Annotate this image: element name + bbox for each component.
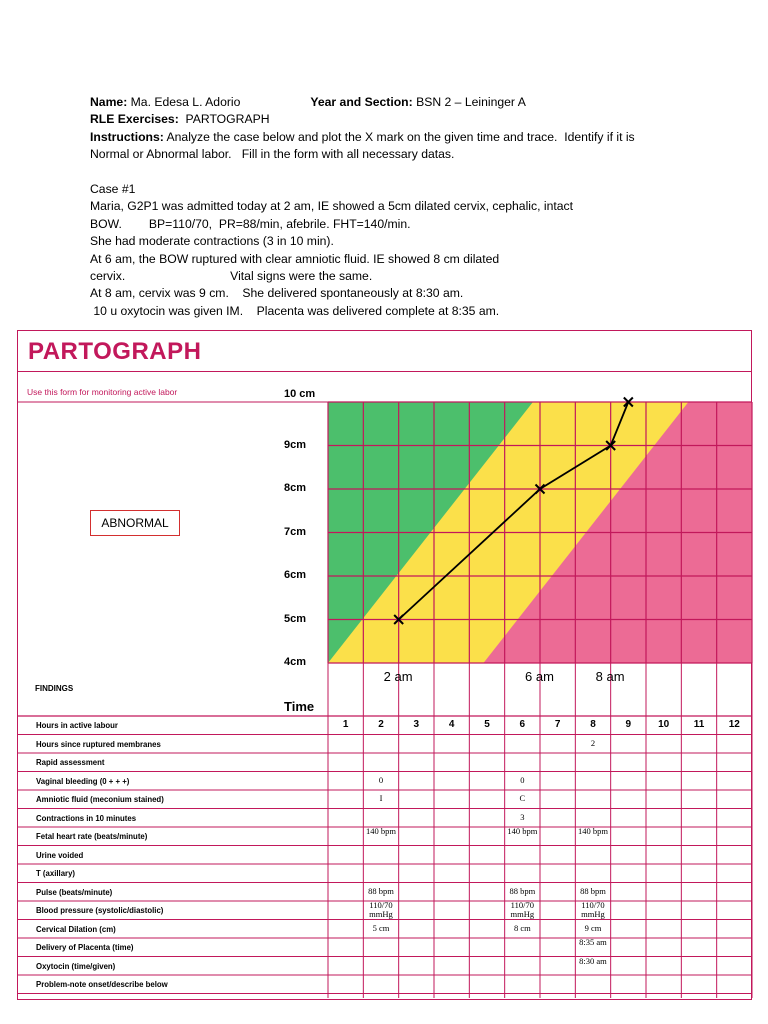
x-time-label: 6 am bbox=[525, 669, 554, 684]
exercise-value: PARTOGRAPH bbox=[178, 112, 270, 127]
findings-label: FINDINGS bbox=[35, 684, 74, 693]
hour-number: 6 bbox=[519, 719, 526, 730]
assignment-header bbox=[90, 94, 750, 320]
y-tick-label: 9cm bbox=[284, 438, 307, 451]
hour-number: 2 bbox=[378, 719, 384, 730]
name-label: Name: bbox=[90, 95, 128, 109]
y-tick-label: 5cm bbox=[284, 612, 307, 625]
y-tick-label: 10 cm bbox=[284, 388, 316, 400]
name-value: Ma. Edesa L. Adorio bbox=[127, 95, 241, 109]
findings-cell: 140 bpm bbox=[577, 826, 608, 836]
case-line: At 8 am, cervix was 9 cm. She delivered spontaneously at 8:30 am. bbox=[90, 286, 464, 301]
findings-row-label: Amniotic fluid (meconium stained) bbox=[36, 795, 164, 804]
hour-number: 8 bbox=[590, 719, 596, 730]
case-line: She had moderate contractions (3 in 10 min). bbox=[90, 234, 334, 249]
case-line: cervix. Vital signs were the same. bbox=[90, 268, 373, 283]
findings-cell: 88 bpm bbox=[580, 885, 606, 896]
findings-cell: 140 bpm bbox=[507, 826, 538, 836]
hour-number: 11 bbox=[693, 719, 705, 730]
y-tick-label: 6cm bbox=[284, 569, 307, 581]
case-line: Case #1 bbox=[90, 181, 136, 196]
y-tick-label: 8cm bbox=[284, 482, 307, 494]
exercise-line bbox=[90, 111, 750, 128]
findings-cell: 0 bbox=[520, 774, 525, 785]
findings-cell: 9 cm bbox=[584, 922, 602, 933]
findings-row-label: Pulse (beats/minute) bbox=[36, 887, 113, 897]
findings-row-label: Hours since ruptured membranes bbox=[36, 739, 161, 749]
hour-number: 7 bbox=[554, 719, 561, 730]
findings-row-label: Delivery of Placenta (time) bbox=[36, 943, 134, 952]
case-line: At 6 am, the BOW ruptured with clear amniotic fluid. IE showed 8 cm dilated bbox=[90, 251, 500, 266]
findings-row-label: T (axillary) bbox=[36, 869, 75, 878]
case-line: BOW. BP=110/70, PR=88/min, afebrile. FHT=140/min. bbox=[90, 216, 411, 231]
findings-row-label: Contractions in 10 minutes bbox=[36, 813, 137, 823]
hour-number: 3 bbox=[413, 719, 420, 730]
hour-number: 5 bbox=[484, 719, 490, 730]
findings-row-label: Rapid assessment bbox=[36, 758, 105, 767]
findings-row-label: Fetal heart rate (beats/minute) bbox=[36, 832, 148, 841]
findings-row-label: Vaginal bleeding (0 + + +) bbox=[36, 776, 130, 786]
hour-number: 12 bbox=[728, 719, 740, 730]
findings-row-label: Urine voided bbox=[36, 850, 84, 860]
y-tick-label: 4cm bbox=[284, 656, 307, 668]
section-label: Year and Section: bbox=[310, 95, 413, 109]
findings-row-label: Hours in active labour bbox=[36, 721, 118, 730]
instructions-line bbox=[90, 129, 750, 146]
findings-row-label: Problem-note onset/describe below bbox=[36, 980, 168, 989]
findings-cell: C bbox=[519, 793, 526, 803]
labor-assessment: ABNORMAL bbox=[101, 516, 169, 530]
findings-cell: 88 bpm bbox=[509, 885, 536, 896]
findings-cell: 8:35 am bbox=[579, 937, 607, 947]
case-line: Maria, G2P1 was admitted today at 2 am, IE showed a 5cm dilated cervix, cephalic, intact bbox=[90, 199, 573, 214]
x-time-label: 8 am bbox=[595, 669, 625, 684]
findings-cell: 8:30 am bbox=[579, 955, 607, 966]
partograph-form bbox=[17, 330, 754, 1000]
instructions-line-2: Normal or Abnormal labor. Fill in the form with all necessary datas. bbox=[90, 147, 455, 162]
findings-cell: 88 bpm bbox=[368, 885, 394, 896]
y-tick-label: 7cm bbox=[284, 525, 307, 538]
findings-cell: I bbox=[379, 793, 383, 803]
case-description bbox=[90, 181, 750, 320]
findings-cell: 110/70 mmHg bbox=[510, 900, 535, 919]
hour-number: 1 bbox=[342, 719, 349, 730]
instructions-label: Instructions: bbox=[90, 129, 164, 144]
x-time-label: 2 am bbox=[383, 669, 413, 684]
instructions-text-1: Analyze the case below and plot the X mark on the given time and trace. Identify if it is bbox=[163, 129, 635, 144]
findings-cell: 2 bbox=[590, 737, 596, 748]
hour-number: 9 bbox=[625, 719, 632, 730]
name-line bbox=[90, 94, 750, 111]
case-line: 10 u oxytocin was given IM. Placenta was delivered complete at 8:35 am. bbox=[90, 303, 500, 318]
findings-cell: 110/70 mmHg bbox=[369, 900, 393, 919]
hour-number: 10 bbox=[658, 719, 670, 730]
findings-cell: 0 bbox=[378, 774, 384, 785]
time-label: Time bbox=[284, 699, 315, 714]
usage-note: Use this form for monitoring active labor bbox=[27, 387, 178, 397]
form-title: PARTOGRAPH bbox=[28, 338, 202, 365]
findings-cell: 110/70 mmHg bbox=[581, 900, 605, 919]
findings-row-label: Oxytocin (time/given) bbox=[36, 961, 116, 971]
hour-number: 4 bbox=[448, 719, 455, 730]
findings-cell: 3 bbox=[520, 811, 525, 822]
findings-row-label: Blood pressure (systolic/diastolic) bbox=[36, 906, 164, 915]
findings-cell: 5 cm bbox=[372, 922, 390, 933]
exercise-label: RLE Exercises: bbox=[90, 112, 179, 127]
findings-cell: 8 cm bbox=[513, 922, 531, 933]
section-value: BSN 2 – Leininger A bbox=[412, 95, 526, 109]
findings-row-label: Cervical Dilation (cm) bbox=[36, 924, 116, 934]
findings-cell: 140 bpm bbox=[365, 826, 396, 836]
